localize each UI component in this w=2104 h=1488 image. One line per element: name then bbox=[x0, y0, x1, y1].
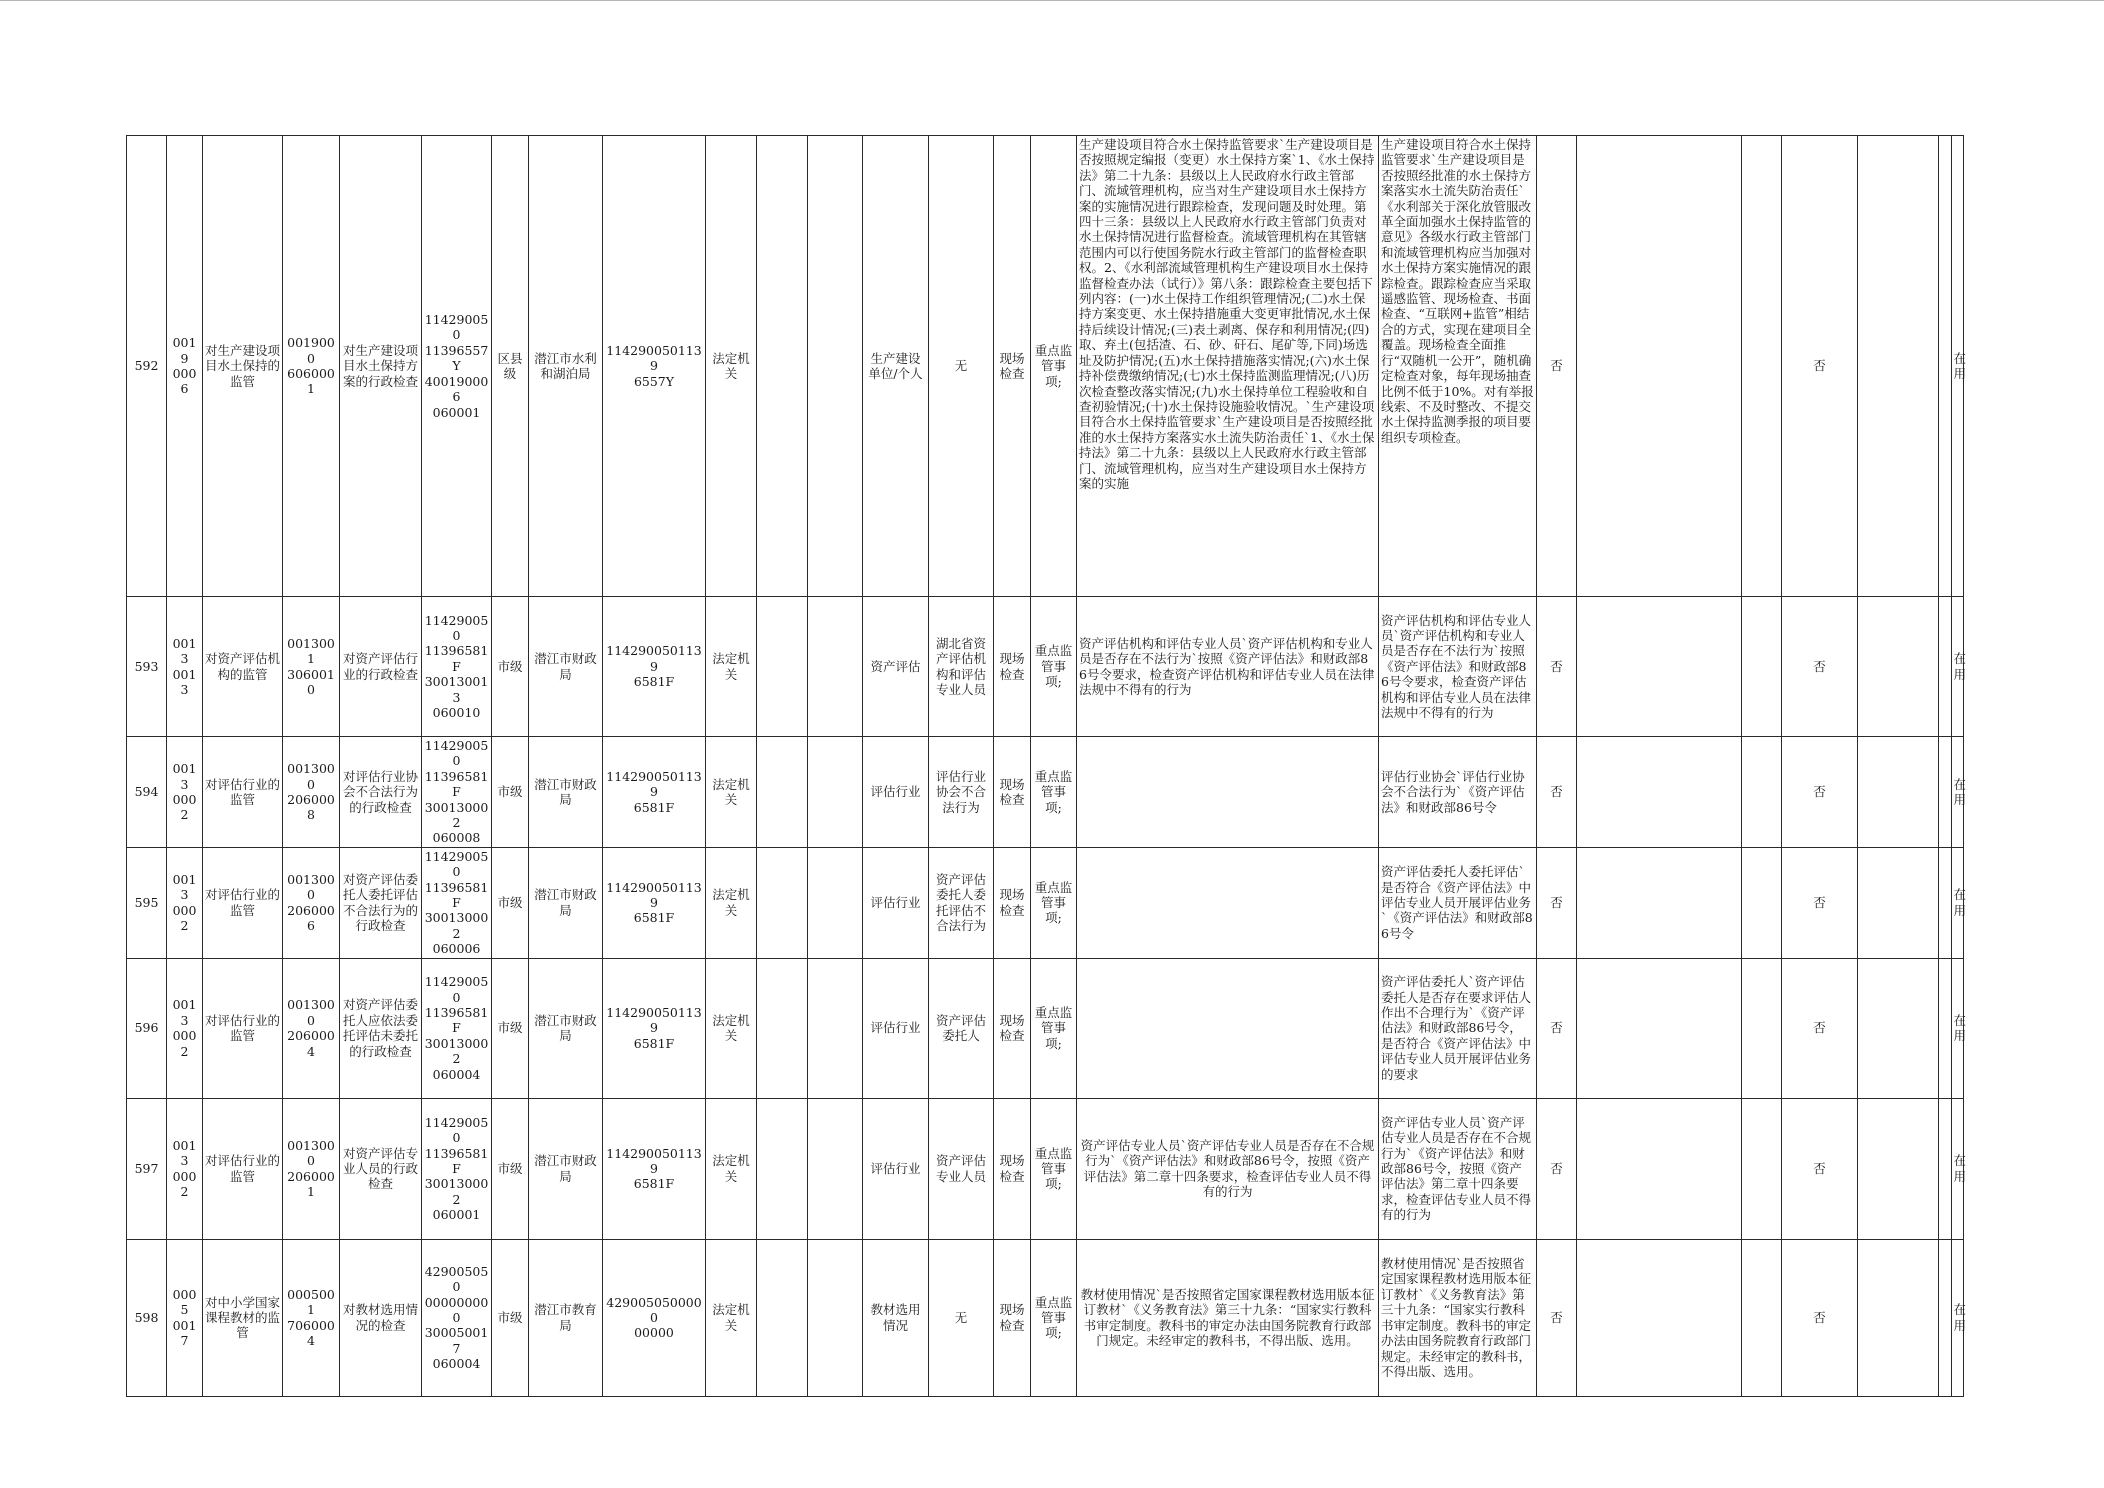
check-content-cell bbox=[1077, 737, 1379, 848]
check-object-cell: 评估行业 bbox=[863, 737, 929, 848]
credit-code-cell: 1142900501139 6581F bbox=[603, 847, 706, 958]
check-basis-cell: 资产评估委托人`资产评估委托人是否存在要求评估人作出不合理行为`《资产评估法》和财政部86号令，是否符合《资产评估法》中评估专业人员开展评估业务的要求 bbox=[1379, 958, 1537, 1098]
department-cell: 潜江市财政局 bbox=[529, 847, 603, 958]
empty-cell bbox=[1858, 1239, 1939, 1396]
item-code-cell: 0013 0002 bbox=[167, 1098, 203, 1239]
subject-type-cell: 法定机关 bbox=[706, 1098, 757, 1239]
check-code-cell: 114290050 11396581F 300130002 060001 bbox=[422, 1098, 492, 1239]
subject-type-cell: 法定机关 bbox=[706, 1239, 757, 1396]
empty-cell bbox=[808, 847, 863, 958]
empty-cell bbox=[1939, 847, 1952, 958]
category-cell: 重点监管事项; bbox=[1031, 737, 1077, 848]
level-cell: 市级 bbox=[492, 737, 529, 848]
check-code-cell: 429005050 000000000 300050017 060004 bbox=[422, 1239, 492, 1396]
check-code-cell: 114290050 11396581F 300130002 060004 bbox=[422, 958, 492, 1098]
table-row bbox=[127, 1239, 1964, 1396]
credit-code-cell: 1142900501139 6581F bbox=[603, 737, 706, 848]
status-cell: 在用 bbox=[1951, 1098, 1964, 1239]
empty-cell bbox=[1939, 1098, 1952, 1239]
flag-cell: 否 bbox=[1782, 597, 1858, 737]
department-cell: 潜江市财政局 bbox=[529, 737, 603, 848]
check-basis-cell: 评估行业协会`评估行业协会不合法行为`《资产评估法》和财政部86号令 bbox=[1379, 737, 1537, 848]
check-name-cell: 对资产评估委托人委托评估不合法行为的行政检查 bbox=[340, 847, 422, 958]
flag-cell: 否 bbox=[1782, 1239, 1858, 1396]
flag-cell: 否 bbox=[1537, 847, 1577, 958]
flag-cell: 否 bbox=[1782, 136, 1858, 597]
department-cell: 潜江市财政局 bbox=[529, 958, 603, 1098]
row-number-cell: 598 bbox=[127, 1239, 167, 1396]
level-cell: 市级 bbox=[492, 847, 529, 958]
level-cell: 区县级 bbox=[492, 136, 529, 597]
empty-cell bbox=[808, 1098, 863, 1239]
empty-cell bbox=[1742, 958, 1782, 1098]
empty-cell bbox=[1742, 136, 1782, 597]
credit-code-cell: 4290050500000 00000 bbox=[603, 1239, 706, 1396]
subject-type-cell: 法定机关 bbox=[706, 737, 757, 848]
page-top-border bbox=[0, 0, 2104, 1]
empty-cell bbox=[1939, 737, 1952, 848]
check-method-cell: 现场检查 bbox=[994, 1239, 1031, 1396]
empty-cell bbox=[1858, 136, 1939, 597]
item-name-cell: 对评估行业的监管 bbox=[203, 847, 283, 958]
flag-cell: 否 bbox=[1537, 737, 1577, 848]
entrusted-party-cell: 评估行业协会不合法行为 bbox=[929, 737, 994, 848]
check-method-cell: 现场检查 bbox=[994, 1098, 1031, 1239]
check-object-cell: 评估行业 bbox=[863, 958, 929, 1098]
item-code-cell: 0005 0017 bbox=[167, 1239, 203, 1396]
item-code-cell: 0013 0002 bbox=[167, 958, 203, 1098]
department-cell: 潜江市水利和湖泊局 bbox=[529, 136, 603, 597]
check-object-cell: 评估行业 bbox=[863, 1098, 929, 1239]
check-code-cell: 114290050 11396557Y 400190006 060001 bbox=[422, 136, 492, 597]
category-cell: 重点监管事项; bbox=[1031, 1098, 1077, 1239]
sub-item-code-cell: 0013000 2060004 bbox=[283, 958, 340, 1098]
empty-cell bbox=[1577, 1098, 1742, 1239]
check-code-cell: 114290050 11396581F 300130013 060010 bbox=[422, 597, 492, 737]
subject-type-cell: 法定机关 bbox=[706, 847, 757, 958]
row-number-cell: 594 bbox=[127, 737, 167, 848]
subject-type-cell: 法定机关 bbox=[706, 136, 757, 597]
empty-cell bbox=[1939, 958, 1952, 1098]
sub-item-code-cell: 0013001 3060010 bbox=[283, 597, 340, 737]
category-cell: 重点监管事项; bbox=[1031, 136, 1077, 597]
flag-cell: 否 bbox=[1782, 958, 1858, 1098]
entrusted-party-cell: 湖北省资产评估机构和评估专业人员 bbox=[929, 597, 994, 737]
empty-cell bbox=[1577, 1239, 1742, 1396]
credit-code-cell: 1142900501139 6581F bbox=[603, 958, 706, 1098]
empty-cell bbox=[1939, 136, 1952, 597]
check-content-cell bbox=[1077, 958, 1379, 1098]
check-basis-cell: 教材使用情况`是否按照省定国家课程教材选用版本征订教材`《义务教育法》第三十九条：“国家实行教科书审定制度。教科书的审定办法由国务院教育行政部门规定。未经审定的教科书，不得出版、选用。 bbox=[1379, 1239, 1537, 1396]
check-name-cell: 对资产评估专业人员的行政检查 bbox=[340, 1098, 422, 1239]
sub-item-code-cell: 0019000 6060001 bbox=[283, 136, 340, 597]
category-cell: 重点监管事项; bbox=[1031, 597, 1077, 737]
check-name-cell: 对评估行业协会不合法行为的行政检查 bbox=[340, 737, 422, 848]
check-object-cell: 生产建设单位/个人 bbox=[863, 136, 929, 597]
status-cell: 在用 bbox=[1951, 847, 1964, 958]
check-method-cell: 现场检查 bbox=[994, 136, 1031, 597]
check-basis-cell: 资产评估专业人员`资产评估专业人员是否存在不合规行为`《资产评估法》和财政部86号令，按照《资产评估法》第二章十四条要求，检查评估专业人员不得有的行为 bbox=[1379, 1098, 1537, 1239]
item-name-cell: 对评估行业的监管 bbox=[203, 1098, 283, 1239]
table-row bbox=[127, 737, 1964, 848]
table-row bbox=[127, 1098, 1964, 1239]
check-method-cell: 现场检查 bbox=[994, 597, 1031, 737]
check-method-cell: 现场检查 bbox=[994, 958, 1031, 1098]
table-row bbox=[127, 597, 1964, 737]
row-number-cell: 592 bbox=[127, 136, 167, 597]
check-basis-cell: 生产建设项目符合水土保持监管要求`生产建设项目是否按照经批准的水土保持方案落实水土流失防治责任`《水利部关于深化放管服改革全面加强水土保持监管的意见》各级水行政主管部门和流域管理机构应当加强对水土保持方案实施情况的跟踪检查。跟踪检查应当采取遥感监管、现场检查、书面检查、“互联网+监管”相结合的方式，实现在建项目全覆盖。现场检查全面推行“双随机一公开”，随机确定检查对象，每年现场抽查比例不低于10%。对有举报线索、不及时整改、不提交水土保持监测季报的项目要组织专项检查。 bbox=[1379, 136, 1537, 597]
category-cell: 重点监管事项; bbox=[1031, 958, 1077, 1098]
empty-cell bbox=[1858, 958, 1939, 1098]
check-content-cell: 生产建设项目符合水土保持监管要求`生产建设项目是否按照规定编报（变更）水土保持方案`1、《水土保持法》第二十九条：县级以上人民政府水行政主管部门、流域管理机构，应当对生产建设项目水土保持方案的实施情况进行跟踪检查，发现问题及时处理。第四十三条：县级以上人民政府水行政主管部门负责对水土保持情况进行监督检查。流域管理机构在其管辖范围内可以行使国务院水行政主管部门的监督检查职权。2、《水利部流域管理机构生产建设项目水土保持监督检查办法（试行）》第八条：跟踪检查主要包括下列内容：(一)水土保持工作组织管理情况;(二)水土保持方案变更、水土保持措施重大变更审批情况,水土保持后续设计情况;(三)表土剥离、保存和利用情况;(四)取、弃土(包括渣、石、砂、矸石、尾矿等,下同)场选址及防护情况;(五)水土保持措施落实情况;(六)水土保持补偿费缴纳情况;(七)水土保持监测监理情况;(八)历次检查整改落实情况;(九)水土保持单位工程验收和自查初验情况;(十)水土保持设施验收情况。`生产建设项目符合水土保持监管要求`生产建设项目是否按照经批准的水土保持方案落实水土流失防治责任`1、《水土保持法》第二十九条：县级以上人民政府水行政主管部门、流域管理机构，应当对生产建设项目水土保持方案的实施 bbox=[1077, 136, 1379, 597]
department-cell: 潜江市财政局 bbox=[529, 597, 603, 737]
check-method-cell: 现场检查 bbox=[994, 737, 1031, 848]
level-cell: 市级 bbox=[492, 1098, 529, 1239]
empty-cell bbox=[1742, 737, 1782, 848]
entrusted-party-cell: 资产评估委托人委托评估不合法行为 bbox=[929, 847, 994, 958]
status-cell: 在用 bbox=[1951, 1239, 1964, 1396]
flag-cell: 否 bbox=[1537, 597, 1577, 737]
empty-cell bbox=[757, 1239, 808, 1396]
table-row bbox=[127, 847, 1964, 958]
empty-cell bbox=[757, 958, 808, 1098]
entrusted-party-cell: 资产评估委托人 bbox=[929, 958, 994, 1098]
item-name-cell: 对生产建设项目水土保持的监管 bbox=[203, 136, 283, 597]
empty-cell bbox=[1577, 737, 1742, 848]
empty-cell bbox=[757, 847, 808, 958]
empty-cell bbox=[1577, 847, 1742, 958]
check-content-cell: 教材使用情况`是否按照省定国家课程教材选用版本征订教材`《义务教育法》第三十九条：“国家实行教科书审定制度。教科书的审定办法由国务院教育行政部门规定。未经审定的教科书，不得出版、选用。 bbox=[1077, 1239, 1379, 1396]
item-name-cell: 对评估行业的监管 bbox=[203, 958, 283, 1098]
item-name-cell: 对中小学国家课程教材的监管 bbox=[203, 1239, 283, 1396]
empty-cell bbox=[1577, 136, 1742, 597]
check-content-cell: 资产评估专业人员`资产评估专业人员是否存在不合规行为`《资产评估法》和财政部86号令，按照《资产评估法》第二章十四条要求，检查评估专业人员不得有的行为 bbox=[1077, 1098, 1379, 1239]
empty-cell bbox=[1939, 1239, 1952, 1396]
check-code-cell: 114290050 11396581F 300130002 060006 bbox=[422, 847, 492, 958]
subject-type-cell: 法定机关 bbox=[706, 597, 757, 737]
empty-cell bbox=[808, 737, 863, 848]
empty-cell bbox=[808, 1239, 863, 1396]
flag-cell: 否 bbox=[1537, 1239, 1577, 1396]
item-code-cell: 0019 0006 bbox=[167, 136, 203, 597]
status-cell: 在用 bbox=[1951, 597, 1964, 737]
sub-item-code-cell: 0013000 2060006 bbox=[283, 847, 340, 958]
sub-item-code-cell: 0005001 7060004 bbox=[283, 1239, 340, 1396]
level-cell: 市级 bbox=[492, 597, 529, 737]
credit-code-cell: 1142900501139 6581F bbox=[603, 1098, 706, 1239]
empty-cell bbox=[1742, 597, 1782, 737]
empty-cell bbox=[757, 1098, 808, 1239]
empty-cell bbox=[1742, 1239, 1782, 1396]
check-object-cell: 教材选用情况 bbox=[863, 1239, 929, 1396]
category-cell: 重点监管事项; bbox=[1031, 847, 1077, 958]
row-number-cell: 593 bbox=[127, 597, 167, 737]
check-object-cell: 评估行业 bbox=[863, 847, 929, 958]
level-cell: 市级 bbox=[492, 958, 529, 1098]
row-number-cell: 597 bbox=[127, 1098, 167, 1239]
check-method-cell: 现场检查 bbox=[994, 847, 1031, 958]
empty-cell bbox=[808, 958, 863, 1098]
department-cell: 潜江市教育局 bbox=[529, 1239, 603, 1396]
flag-cell: 否 bbox=[1537, 1098, 1577, 1239]
entrusted-party-cell: 资产评估专业人员 bbox=[929, 1098, 994, 1239]
flag-cell: 否 bbox=[1782, 1098, 1858, 1239]
status-cell: 在用 bbox=[1951, 136, 1964, 597]
empty-cell bbox=[757, 597, 808, 737]
item-code-cell: 0013 0002 bbox=[167, 847, 203, 958]
check-name-cell: 对资产评估委托人应依法委托评估未委托的行政检查 bbox=[340, 958, 422, 1098]
check-code-cell: 114290050 11396581F 300130002 060008 bbox=[422, 737, 492, 848]
empty-cell bbox=[1858, 597, 1939, 737]
category-cell: 重点监管事项; bbox=[1031, 1239, 1077, 1396]
inspection-items-table bbox=[126, 135, 1967, 1397]
row-number-cell: 595 bbox=[127, 847, 167, 958]
credit-code-cell: 1142900501139 6557Y bbox=[603, 136, 706, 597]
empty-cell bbox=[808, 136, 863, 597]
flag-cell: 否 bbox=[1782, 847, 1858, 958]
empty-cell bbox=[1858, 737, 1939, 848]
item-code-cell: 0013 0013 bbox=[167, 597, 203, 737]
check-basis-cell: 资产评估委托人委托评估`是否符合《资产评估法》中评估专业人员开展评估业务`《资产评估法》和财政部86号令 bbox=[1379, 847, 1537, 958]
item-name-cell: 对评估行业的监管 bbox=[203, 737, 283, 848]
entrusted-party-cell: 无 bbox=[929, 136, 994, 597]
department-cell: 潜江市财政局 bbox=[529, 1098, 603, 1239]
empty-cell bbox=[1742, 1098, 1782, 1239]
check-name-cell: 对资产评估行业的行政检查 bbox=[340, 597, 422, 737]
flag-cell: 否 bbox=[1537, 136, 1577, 597]
row-number-cell: 596 bbox=[127, 958, 167, 1098]
sub-item-code-cell: 0013000 2060001 bbox=[283, 1098, 340, 1239]
empty-cell bbox=[1577, 958, 1742, 1098]
empty-cell bbox=[1858, 847, 1939, 958]
sub-item-code-cell: 0013000 2060008 bbox=[283, 737, 340, 848]
check-name-cell: 对教材选用情况的检查 bbox=[340, 1239, 422, 1396]
item-name-cell: 对资产评估机构的监管 bbox=[203, 597, 283, 737]
level-cell: 市级 bbox=[492, 1239, 529, 1396]
empty-cell bbox=[1939, 597, 1952, 737]
status-cell: 在用 bbox=[1951, 958, 1964, 1098]
check-basis-cell: 资产评估机构和评估专业人员`资产评估机构和专业人员是否存在不法行为`按照《资产评估法》和财政部86号令要求，检查资产评估机构和评估专业人员在法律法规中不得有的行为 bbox=[1379, 597, 1537, 737]
check-content-cell: 资产评估机构和评估专业人员`资产评估机构和专业人员是否存在不法行为`按照《资产评估法》和财政部86号令要求，检查资产评估机构和评估专业人员在法律法规中不得有的行为 bbox=[1077, 597, 1379, 737]
empty-cell bbox=[1858, 1098, 1939, 1239]
table-row bbox=[127, 958, 1964, 1098]
table-row bbox=[127, 136, 1964, 597]
credit-code-cell: 1142900501139 6581F bbox=[603, 597, 706, 737]
empty-cell bbox=[757, 737, 808, 848]
check-name-cell: 对生产建设项目水土保持方案的行政检查 bbox=[340, 136, 422, 597]
empty-cell bbox=[1577, 597, 1742, 737]
check-object-cell: 资产评估 bbox=[863, 597, 929, 737]
item-code-cell: 0013 0002 bbox=[167, 737, 203, 848]
empty-cell bbox=[757, 136, 808, 597]
check-content-cell bbox=[1077, 847, 1379, 958]
entrusted-party-cell: 无 bbox=[929, 1239, 994, 1396]
status-cell: 在用 bbox=[1951, 737, 1964, 848]
flag-cell: 否 bbox=[1537, 958, 1577, 1098]
flag-cell: 否 bbox=[1782, 737, 1858, 848]
empty-cell bbox=[1742, 847, 1782, 958]
subject-type-cell: 法定机关 bbox=[706, 958, 757, 1098]
empty-cell bbox=[808, 597, 863, 737]
